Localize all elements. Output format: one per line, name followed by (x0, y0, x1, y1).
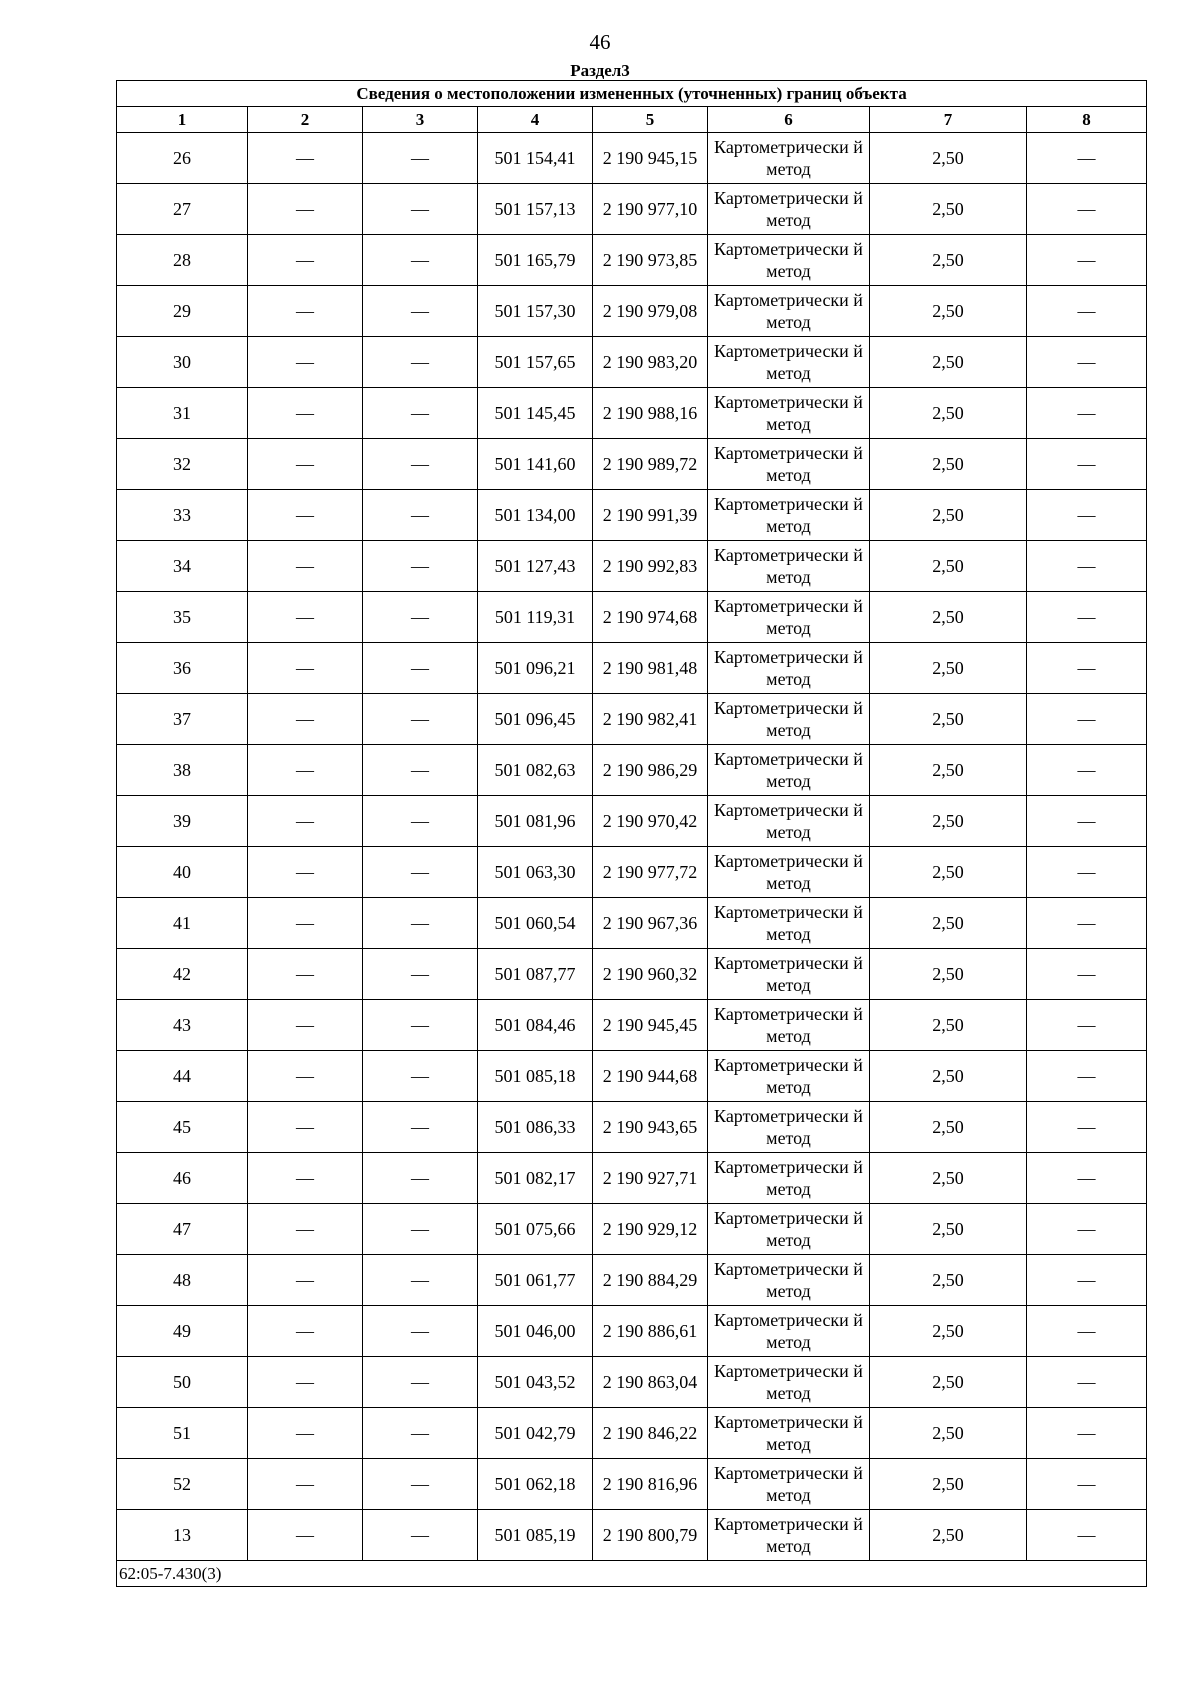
x-coordinate-cell: 501 060,54 (478, 898, 593, 949)
point-number-cell: 30 (117, 337, 248, 388)
col8-cell: — (1027, 1408, 1147, 1459)
document-reference: 62:05-7.430(3) (117, 1561, 1147, 1587)
col8-cell: — (1027, 286, 1147, 337)
method-cell: Картометрически й метод (708, 643, 870, 694)
col8-cell: — (1027, 898, 1147, 949)
col2-cell: — (248, 1204, 363, 1255)
y-coordinate-cell: 2 190 886,61 (593, 1306, 708, 1357)
col2-cell: — (248, 1255, 363, 1306)
method-cell: Картометрически й метод (708, 235, 870, 286)
col3-cell: — (363, 1255, 478, 1306)
x-coordinate-cell: 501 141,60 (478, 439, 593, 490)
y-coordinate-cell: 2 190 945,15 (593, 133, 708, 184)
point-number-cell: 41 (117, 898, 248, 949)
y-coordinate-cell: 2 190 967,36 (593, 898, 708, 949)
accuracy-cell: 2,50 (870, 439, 1027, 490)
col2-cell: — (248, 694, 363, 745)
col8-cell: — (1027, 694, 1147, 745)
point-number-cell: 47 (117, 1204, 248, 1255)
method-cell: Картометрически й метод (708, 1153, 870, 1204)
y-coordinate-cell: 2 190 816,96 (593, 1459, 708, 1510)
point-number-cell: 50 (117, 1357, 248, 1408)
x-coordinate-cell: 501 127,43 (478, 541, 593, 592)
col8-cell: — (1027, 1255, 1147, 1306)
column-header: 7 (870, 107, 1027, 133)
col3-cell: — (363, 1357, 478, 1408)
col3-cell: — (363, 949, 478, 1000)
col2-cell: — (248, 745, 363, 796)
y-coordinate-cell: 2 190 884,29 (593, 1255, 708, 1306)
method-cell: Картометрически й метод (708, 847, 870, 898)
col3-cell: — (363, 643, 478, 694)
column-header: 1 (117, 107, 248, 133)
col3-cell: — (363, 1000, 478, 1051)
table-row (117, 235, 1147, 286)
col3-cell: — (363, 439, 478, 490)
method-cell: Картометрически й метод (708, 949, 870, 1000)
point-number-cell: 31 (117, 388, 248, 439)
accuracy-cell: 2,50 (870, 643, 1027, 694)
page-number: 46 (589, 30, 611, 54)
point-number-cell: 38 (117, 745, 248, 796)
method-cell: Картометрически й метод (708, 1306, 870, 1357)
x-coordinate-cell: 501 081,96 (478, 796, 593, 847)
x-coordinate-cell: 501 134,00 (478, 490, 593, 541)
col8-cell: — (1027, 184, 1147, 235)
accuracy-cell: 2,50 (870, 1102, 1027, 1153)
col3-cell: — (363, 694, 478, 745)
x-coordinate-cell: 501 087,77 (478, 949, 593, 1000)
table-row (117, 898, 1147, 949)
col8-cell: — (1027, 1204, 1147, 1255)
x-coordinate-cell: 501 046,00 (478, 1306, 593, 1357)
table-row (117, 1153, 1147, 1204)
y-coordinate-cell: 2 190 988,16 (593, 388, 708, 439)
point-number-cell: 29 (117, 286, 248, 337)
col2-cell: — (248, 286, 363, 337)
col8-cell: — (1027, 337, 1147, 388)
table-row (117, 1255, 1147, 1306)
x-coordinate-cell: 501 096,21 (478, 643, 593, 694)
point-number-cell: 44 (117, 1051, 248, 1102)
col3-cell: — (363, 1102, 478, 1153)
col3-cell: — (363, 898, 478, 949)
point-number-cell: 45 (117, 1102, 248, 1153)
point-number-cell: 39 (117, 796, 248, 847)
x-coordinate-cell: 501 119,31 (478, 592, 593, 643)
x-coordinate-cell: 501 086,33 (478, 1102, 593, 1153)
y-coordinate-cell: 2 190 982,41 (593, 694, 708, 745)
accuracy-cell: 2,50 (870, 1051, 1027, 1102)
accuracy-cell: 2,50 (870, 898, 1027, 949)
point-number-cell: 35 (117, 592, 248, 643)
x-coordinate-cell: 501 061,77 (478, 1255, 593, 1306)
col2-cell: — (248, 949, 363, 1000)
method-cell: Картометрически й метод (708, 1000, 870, 1051)
col3-cell: — (363, 388, 478, 439)
col2-cell: — (248, 541, 363, 592)
method-cell: Картометрически й метод (708, 490, 870, 541)
col8-cell: — (1027, 1510, 1147, 1561)
point-number-cell: 36 (117, 643, 248, 694)
col3-cell: — (363, 1510, 478, 1561)
col2-cell: — (248, 1306, 363, 1357)
point-number-cell: 37 (117, 694, 248, 745)
table-caption: Сведения о местоположении измененных (уточненных) границ объекта (117, 81, 1147, 107)
accuracy-cell: 2,50 (870, 490, 1027, 541)
col8-cell: — (1027, 490, 1147, 541)
accuracy-cell: 2,50 (870, 1306, 1027, 1357)
y-coordinate-cell: 2 190 973,85 (593, 235, 708, 286)
accuracy-cell: 2,50 (870, 133, 1027, 184)
point-number-cell: 32 (117, 439, 248, 490)
x-coordinate-cell: 501 082,17 (478, 1153, 593, 1204)
column-header: 2 (248, 107, 363, 133)
table-row (117, 1051, 1147, 1102)
boundary-table (116, 80, 1147, 1587)
col3-cell: — (363, 847, 478, 898)
table-caption-row (117, 81, 1147, 107)
y-coordinate-cell: 2 190 846,22 (593, 1408, 708, 1459)
method-cell: Картометрически й метод (708, 745, 870, 796)
table-row (117, 1357, 1147, 1408)
method-cell: Картометрически й метод (708, 592, 870, 643)
accuracy-cell: 2,50 (870, 694, 1027, 745)
method-cell: Картометрически й метод (708, 337, 870, 388)
point-number-cell: 26 (117, 133, 248, 184)
accuracy-cell: 2,50 (870, 337, 1027, 388)
table-row (117, 337, 1147, 388)
col2-cell: — (248, 1153, 363, 1204)
col3-cell: — (363, 592, 478, 643)
y-coordinate-cell: 2 190 989,72 (593, 439, 708, 490)
col3-cell: — (363, 1204, 478, 1255)
col8-cell: — (1027, 1306, 1147, 1357)
col3-cell: — (363, 541, 478, 592)
col2-cell: — (248, 337, 363, 388)
x-coordinate-cell: 501 063,30 (478, 847, 593, 898)
column-header: 4 (478, 107, 593, 133)
y-coordinate-cell: 2 190 960,32 (593, 949, 708, 1000)
method-cell: Картометрически й метод (708, 286, 870, 337)
x-coordinate-cell: 501 082,63 (478, 745, 593, 796)
col3-cell: — (363, 1051, 478, 1102)
point-number-cell: 28 (117, 235, 248, 286)
x-coordinate-cell: 501 075,66 (478, 1204, 593, 1255)
y-coordinate-cell: 2 190 979,08 (593, 286, 708, 337)
method-cell: Картометрически й метод (708, 439, 870, 490)
col8-cell: — (1027, 1102, 1147, 1153)
column-header: 3 (363, 107, 478, 133)
x-coordinate-cell: 501 157,65 (478, 337, 593, 388)
y-coordinate-cell: 2 190 970,42 (593, 796, 708, 847)
table-row (117, 1000, 1147, 1051)
table-row (117, 439, 1147, 490)
method-cell: Картометрически й метод (708, 1102, 870, 1153)
col8-cell: — (1027, 949, 1147, 1000)
method-cell: Картометрически й метод (708, 1204, 870, 1255)
col8-cell: — (1027, 439, 1147, 490)
col8-cell: — (1027, 643, 1147, 694)
col3-cell: — (363, 337, 478, 388)
x-coordinate-cell: 501 157,30 (478, 286, 593, 337)
accuracy-cell: 2,50 (870, 745, 1027, 796)
accuracy-cell: 2,50 (870, 388, 1027, 439)
col2-cell: — (248, 1459, 363, 1510)
col2-cell: — (248, 1051, 363, 1102)
accuracy-cell: 2,50 (870, 1408, 1027, 1459)
accuracy-cell: 2,50 (870, 1510, 1027, 1561)
col8-cell: — (1027, 847, 1147, 898)
col8-cell: — (1027, 745, 1147, 796)
y-coordinate-cell: 2 190 977,10 (593, 184, 708, 235)
accuracy-cell: 2,50 (870, 1357, 1027, 1408)
y-coordinate-cell: 2 190 977,72 (593, 847, 708, 898)
method-cell: Картометрически й метод (708, 1510, 870, 1561)
table-row (117, 592, 1147, 643)
y-coordinate-cell: 2 190 991,39 (593, 490, 708, 541)
table-row (117, 1204, 1147, 1255)
col3-cell: — (363, 1459, 478, 1510)
method-cell: Картометрически й метод (708, 388, 870, 439)
table-row (117, 1408, 1147, 1459)
table-row (117, 388, 1147, 439)
x-coordinate-cell: 501 042,79 (478, 1408, 593, 1459)
table-row (117, 133, 1147, 184)
col2-cell: — (248, 1357, 363, 1408)
x-coordinate-cell: 501 154,41 (478, 133, 593, 184)
accuracy-cell: 2,50 (870, 592, 1027, 643)
col8-cell: — (1027, 541, 1147, 592)
y-coordinate-cell: 2 190 992,83 (593, 541, 708, 592)
column-header: 5 (593, 107, 708, 133)
x-coordinate-cell: 501 096,45 (478, 694, 593, 745)
point-number-cell: 49 (117, 1306, 248, 1357)
col8-cell: — (1027, 133, 1147, 184)
col3-cell: — (363, 184, 478, 235)
method-cell: Картометрически й метод (708, 694, 870, 745)
col3-cell: — (363, 490, 478, 541)
x-coordinate-cell: 501 165,79 (478, 235, 593, 286)
point-number-cell: 48 (117, 1255, 248, 1306)
table-row (117, 847, 1147, 898)
x-coordinate-cell: 501 085,18 (478, 1051, 593, 1102)
col8-cell: — (1027, 592, 1147, 643)
table-row (117, 1306, 1147, 1357)
accuracy-cell: 2,50 (870, 235, 1027, 286)
col2-cell: — (248, 592, 363, 643)
point-number-cell: 33 (117, 490, 248, 541)
col3-cell: — (363, 1306, 478, 1357)
method-cell: Картометрически й метод (708, 898, 870, 949)
col2-cell: — (248, 1510, 363, 1561)
col3-cell: — (363, 286, 478, 337)
y-coordinate-cell: 2 190 800,79 (593, 1510, 708, 1561)
col3-cell: — (363, 1153, 478, 1204)
table-row (117, 541, 1147, 592)
col2-cell: — (248, 1408, 363, 1459)
method-cell: Картометрически й метод (708, 1459, 870, 1510)
accuracy-cell: 2,50 (870, 1255, 1027, 1306)
method-cell: Картометрически й метод (708, 1408, 870, 1459)
col2-cell: — (248, 388, 363, 439)
table-row (117, 490, 1147, 541)
col3-cell: — (363, 133, 478, 184)
point-number-cell: 51 (117, 1408, 248, 1459)
accuracy-cell: 2,50 (870, 847, 1027, 898)
col8-cell: — (1027, 1051, 1147, 1102)
accuracy-cell: 2,50 (870, 1153, 1027, 1204)
col2-cell: — (248, 898, 363, 949)
section-title: Раздел3 (570, 61, 630, 80)
table-row (117, 1510, 1147, 1561)
point-number-cell: 27 (117, 184, 248, 235)
col3-cell: — (363, 796, 478, 847)
col2-cell: — (248, 133, 363, 184)
point-number-cell: 34 (117, 541, 248, 592)
table-row (117, 949, 1147, 1000)
table-row (117, 286, 1147, 337)
point-number-cell: 42 (117, 949, 248, 1000)
col3-cell: — (363, 1408, 478, 1459)
method-cell: Картометрически й метод (708, 796, 870, 847)
col2-cell: — (248, 1102, 363, 1153)
x-coordinate-cell: 501 145,45 (478, 388, 593, 439)
table-row (117, 1459, 1147, 1510)
method-cell: Картометрически й метод (708, 1051, 870, 1102)
point-number-cell: 46 (117, 1153, 248, 1204)
accuracy-cell: 2,50 (870, 184, 1027, 235)
point-number-cell: 52 (117, 1459, 248, 1510)
table-row (117, 796, 1147, 847)
y-coordinate-cell: 2 190 929,12 (593, 1204, 708, 1255)
column-header: 8 (1027, 107, 1147, 133)
y-coordinate-cell: 2 190 983,20 (593, 337, 708, 388)
col8-cell: — (1027, 235, 1147, 286)
col2-cell: — (248, 184, 363, 235)
col8-cell: — (1027, 1153, 1147, 1204)
col8-cell: — (1027, 1000, 1147, 1051)
y-coordinate-cell: 2 190 943,65 (593, 1102, 708, 1153)
method-cell: Картометрически й метод (708, 184, 870, 235)
col8-cell: — (1027, 796, 1147, 847)
method-cell: Картометрически й метод (708, 541, 870, 592)
accuracy-cell: 2,50 (870, 1204, 1027, 1255)
accuracy-cell: 2,50 (870, 1000, 1027, 1051)
accuracy-cell: 2,50 (870, 949, 1027, 1000)
accuracy-cell: 2,50 (870, 541, 1027, 592)
table-row (117, 1102, 1147, 1153)
table-row (117, 643, 1147, 694)
col2-cell: — (248, 847, 363, 898)
point-number-cell: 13 (117, 1510, 248, 1561)
point-number-cell: 40 (117, 847, 248, 898)
point-number-cell: 43 (117, 1000, 248, 1051)
y-coordinate-cell: 2 190 927,71 (593, 1153, 708, 1204)
x-coordinate-cell: 501 062,18 (478, 1459, 593, 1510)
col8-cell: — (1027, 1459, 1147, 1510)
col3-cell: — (363, 235, 478, 286)
col2-cell: — (248, 235, 363, 286)
table-row (117, 745, 1147, 796)
col2-cell: — (248, 439, 363, 490)
method-cell: Картометрически й метод (708, 1357, 870, 1408)
accuracy-cell: 2,50 (870, 1459, 1027, 1510)
y-coordinate-cell: 2 190 863,04 (593, 1357, 708, 1408)
x-coordinate-cell: 501 157,13 (478, 184, 593, 235)
x-coordinate-cell: 501 043,52 (478, 1357, 593, 1408)
col3-cell: — (363, 745, 478, 796)
table-row (117, 184, 1147, 235)
y-coordinate-cell: 2 190 944,68 (593, 1051, 708, 1102)
footer-row (117, 1561, 1147, 1587)
method-cell: Картометрически й метод (708, 133, 870, 184)
col2-cell: — (248, 796, 363, 847)
col2-cell: — (248, 643, 363, 694)
accuracy-cell: 2,50 (870, 286, 1027, 337)
method-cell: Картометрически й метод (708, 1255, 870, 1306)
col2-cell: — (248, 490, 363, 541)
accuracy-cell: 2,50 (870, 796, 1027, 847)
y-coordinate-cell: 2 190 986,29 (593, 745, 708, 796)
column-header: 6 (708, 107, 870, 133)
col8-cell: — (1027, 388, 1147, 439)
col8-cell: — (1027, 1357, 1147, 1408)
y-coordinate-cell: 2 190 981,48 (593, 643, 708, 694)
y-coordinate-cell: 2 190 945,45 (593, 1000, 708, 1051)
column-number-row (117, 107, 1147, 133)
col2-cell: — (248, 1000, 363, 1051)
y-coordinate-cell: 2 190 974,68 (593, 592, 708, 643)
table-row (117, 694, 1147, 745)
x-coordinate-cell: 501 084,46 (478, 1000, 593, 1051)
x-coordinate-cell: 501 085,19 (478, 1510, 593, 1561)
